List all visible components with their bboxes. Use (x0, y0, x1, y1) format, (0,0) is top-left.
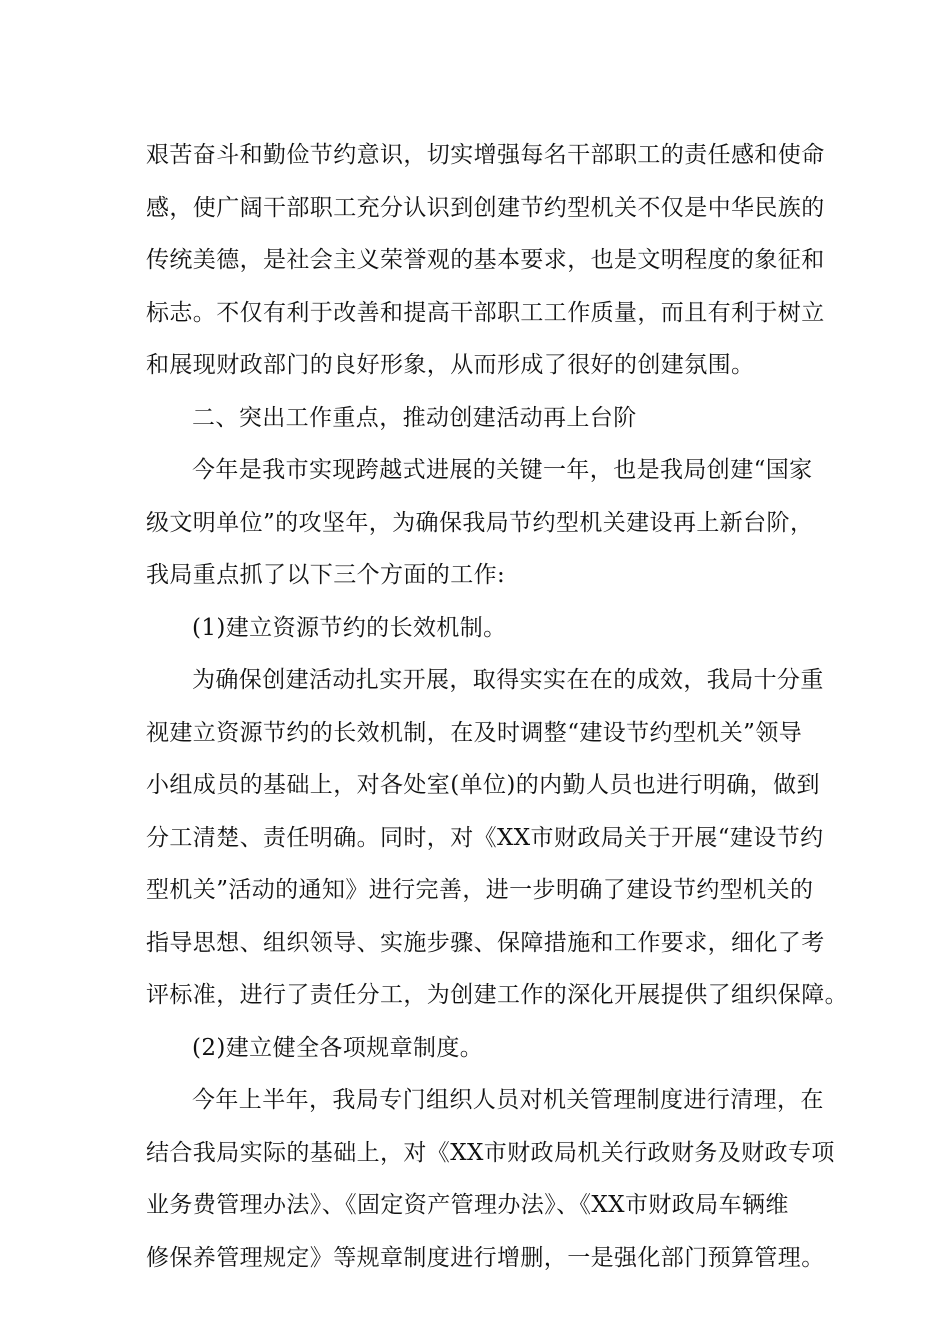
paragraph-start: 今年是我市实现跨越式进展的关键一年，也是我局创建“国家 (192, 457, 813, 483)
text-line: 感，使广阔干部职工充分认识到创建节约型机关不仅是中华民族的 (146, 194, 825, 221)
text-line: 指导思想、组织领导、实施步骤、保障措施和工作要求，细化了考 (146, 929, 825, 956)
subsection-heading: (2)建立健全各项规章制度。 (192, 1034, 484, 1061)
section-heading: 二、突出工作重点，推动创建活动再上台阶 (192, 404, 637, 431)
paragraph-start: 为确保创建活动扎实开展，取得实实在在的成效，我局十分重 (192, 667, 824, 693)
text-line: 业务费管理办法》、《固定资产管理办法》、《XX市财政局车辆维 (146, 1192, 789, 1218)
text-line: 视建立资源节约的长效机制，在及时调整“建设节约型机关”领导 (146, 719, 803, 746)
subsection-heading: (1)建立资源节约的长效机制。 (192, 614, 507, 641)
text-line: 分工清楚、责任明确。同时，对《XX市财政局关于开展“建设节约 (146, 824, 824, 851)
paragraph-start: 今年上半年，我局专门组织人员对机关管理制度进行清理，在 (192, 1087, 824, 1113)
text-line: 修保养管理规定》等规章制度进行增删，一是强化部门预算管理。 (146, 1244, 825, 1271)
text-line: 传统美德，是社会主义荣誉观的基本要求，也是文明程度的象征和 (146, 247, 825, 273)
document-body (146, 129, 848, 1284)
text-line: 结合我局实际的基础上，对《XX市财政局机关行政财务及财政专项 (146, 1139, 835, 1166)
text-line: 艰苦奋斗和勤俭节约意识，切实增强每名干部职工的责任感和使命 (146, 142, 825, 168)
text-line: 标志。不仅有利于改善和提高干部职工工作质量，而且有利于树立 (146, 299, 825, 326)
text-line: 型机关”活动的通知》进行完善，进一步明确了建设节约型机关的 (146, 877, 814, 903)
text-line: 评标准，进行了责任分工，为创建工作的深化开展提供了组织保障。 (146, 982, 848, 1008)
text-line: 和展现财政部门的良好形象，从而形成了很好的创建氛围。 (146, 352, 755, 378)
text-line: 我局重点抓了以下三个方面的工作: (146, 562, 506, 588)
text-line: 小组成员的基础上，对各处室(单位)的内勤人员也进行明确，做到 (146, 772, 820, 798)
text-line: 级文明单位”的攻坚年，为确保我局节约型机关建设再上新台阶， (146, 509, 814, 536)
